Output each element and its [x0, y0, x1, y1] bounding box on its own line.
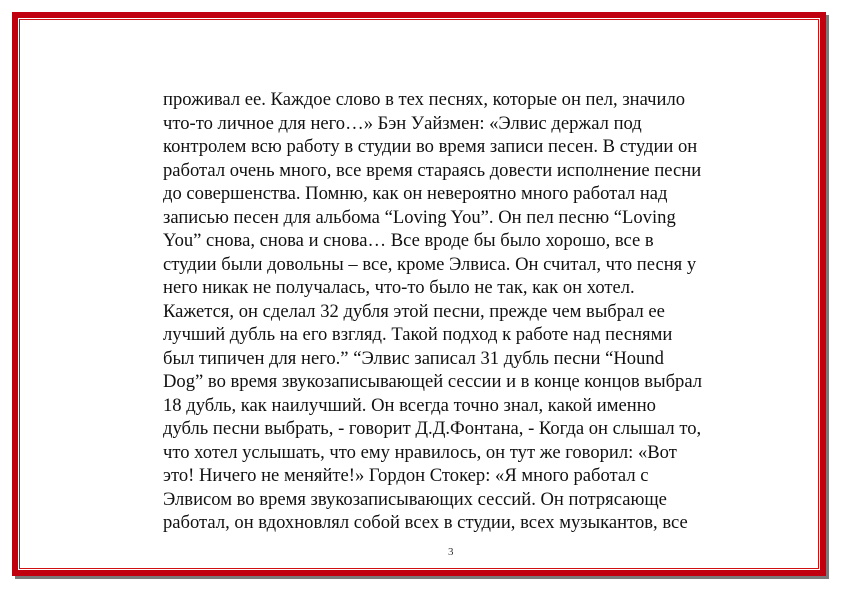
text-line: работал, он вдохновлял собой всех в студии, всех музыкантов, все: [163, 512, 688, 533]
text-line: студии были довольны – все, кроме Элвиса. Он считал, что песня у: [163, 253, 697, 275]
text-line: что хотел услышать, что ему нравилось, он тут же говорил: «Вот: [163, 441, 677, 463]
text-line: 18 дубль, как наилучший. Он всегда точно знал, какой именно: [163, 394, 656, 416]
text-line: Dog” во время звукозаписывающей сессии и в конце концов выбрал: [163, 371, 703, 392]
text-line: You” снова, снова и снова… Все вроде бы было хорошо, все в: [163, 230, 654, 251]
text-line: работал очень много, все время стараясь довести исполнение песни: [163, 159, 702, 181]
text-line: лучший дубль на его взгляд. Такой подход к работе над песнями: [163, 324, 673, 345]
text-line: дубль песни выбрать, - говорит Д.Д.Фонтана, - Когда он слышал то,: [163, 418, 702, 439]
text-line: проживал ее. Каждое слово в тех песнях, которые он пел, значило: [163, 89, 686, 110]
page-number: 3: [448, 546, 454, 558]
text-line: что-то личное для него…» Бэн Уайзмен: «Элвис держал под: [163, 112, 642, 134]
text-line: Кажется, он сделал 32 дубля этой песни, прежде чем выбрал ее: [163, 300, 665, 322]
text-line: контролем всю работу в студии во время записи песен. В студии он: [163, 136, 698, 157]
text-line: него никак не получалась, что-то было не так, как он хотел.: [163, 277, 635, 298]
text-line: записью песен для альбома “Loving You”. Он пел песню “Loving: [163, 206, 676, 228]
body-text: [163, 88, 755, 535]
text-line: Элвисом во время звукозаписывающих сессий. Он потрясающе: [163, 488, 667, 510]
text-line: это! Ничего не меняйте!» Гордон Стокер: «Я много работал с: [163, 465, 649, 486]
text-line: до совершенства. Помню, как он невероятно много работал над: [163, 183, 668, 204]
text-line: был типичен для него.” “Элвис записал 31 дубль песни “Hound: [163, 347, 664, 369]
